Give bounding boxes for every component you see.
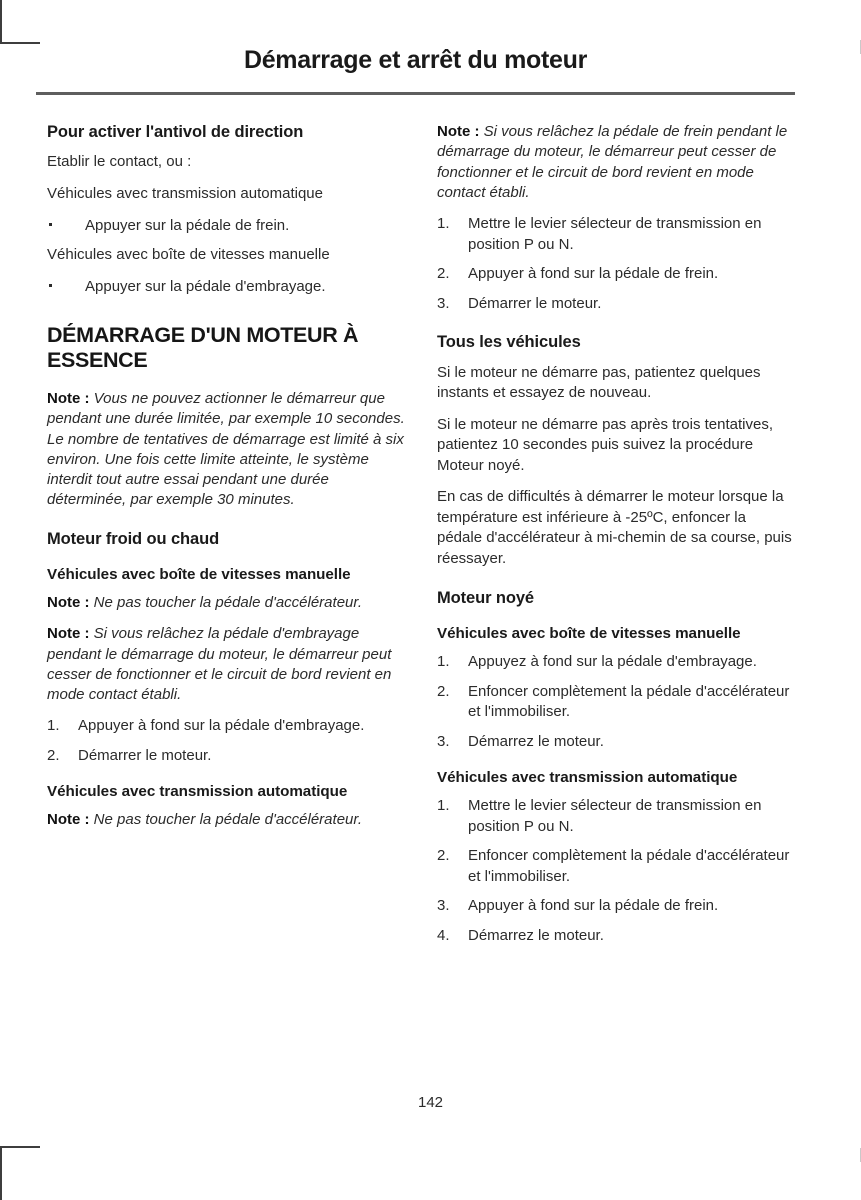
left-column — [47, 122, 405, 955]
list-item-text: Appuyer à fond sur la pédale de frein. — [468, 265, 719, 283]
crop-mark-top-left — [0, 0, 40, 44]
list-item-text: Démarrer le moteur. — [468, 294, 602, 312]
note-text: Si vous relâchez la pédale d'embrayage pendant le démarrage du moteur, le démarreur peut cesser de fonctionner et le circuit de bord revient en mode contact établi. — [47, 625, 392, 704]
crop-mark-bottom-left — [0, 1146, 40, 1200]
list-item-text: Mettre le levier sélecteur de transmission en position P ou N. — [468, 215, 762, 253]
crop-mark-bottom-right — [852, 1148, 861, 1162]
note-text: Vous ne pouvez actionner le démarreur que pendant une durée limitée, par exemple 10 secondes. Le nombre de tentatives de démarrage est limité à six environ. Une fois cette limite atteinte, le système interdit tout autre essai pendant une durée déterminée, par exemple 30 minutes. — [47, 390, 405, 509]
list-item-number: 2. — [47, 746, 60, 764]
list-item-number: 2. — [437, 847, 450, 865]
list-item-number: 1. — [47, 717, 60, 735]
list-item — [437, 896, 795, 917]
heading-moteur-froid-ou-chaud: Moteur froid ou chaud — [47, 529, 220, 548]
list-item — [437, 652, 795, 673]
header-divider — [36, 92, 795, 95]
paragraph-vehicules-manuelle: Véhicules avec boîte de vitesses manuelle — [47, 246, 330, 264]
list-item — [437, 926, 795, 947]
list-item — [437, 732, 795, 753]
heading-moteur-noye: Moteur noyé — [437, 588, 534, 607]
list-item-text: Mettre le levier sélecteur de transmission en position P ou N. — [468, 797, 762, 835]
note-text: Ne pas toucher la pédale d'accélérateur. — [93, 811, 362, 829]
list-item — [437, 846, 795, 887]
note-demarreur-duree — [47, 389, 405, 511]
list-item — [437, 682, 795, 723]
heading-demarrage-moteur-essence: DÉMARRAGE D'UN MOTEUR À ESSENCE — [47, 323, 359, 373]
heading-vehicules-boite-manuelle: Véhicules avec boîte de vitesses manuelle — [47, 566, 351, 584]
crop-mark-top-right — [852, 40, 861, 54]
list-item — [437, 294, 795, 315]
page-title: Démarrage et arrêt du moteur — [243, 46, 588, 74]
ordered-list-noye-manuelle — [437, 652, 795, 752]
note-ne-pas-toucher-accelerateur — [47, 593, 405, 613]
note-text: Si vous relâchez la pédale de frein pendant le démarrage du moteur, le démarreur peut cesser de fonctionner et le circuit de bord revient en mode contact établi. — [437, 123, 788, 201]
list-item-number: 3. — [437, 897, 450, 915]
note-relachez-embrayage — [47, 624, 405, 705]
note-label: Note : — [47, 594, 90, 612]
list-item-number: 1. — [437, 653, 450, 671]
ordered-list-manuelle — [47, 716, 405, 766]
note-label: Note : — [437, 123, 480, 140]
list-item-text: Appuyer à fond sur la pédale de frein. — [468, 897, 719, 915]
note-label: Note : — [47, 811, 90, 829]
heading-activer-antivol: Pour activer l'antivol de direction — [47, 123, 304, 141]
list-item-number: 1. — [437, 797, 450, 815]
heading-vehicules-boite-manuelle: Véhicules avec boîte de vitesses manuelle — [437, 625, 741, 643]
paragraph-moteur-ne-demarre-pas: Si le moteur ne démarre pas, patientez quelques instants et essayez de nouveau. — [437, 363, 761, 402]
bullet-text-pedale-embrayage: Appuyer sur la pédale d'embrayage. — [85, 277, 326, 295]
list-item-text: Enfoncer complètement la pédale d'accélérateur et l'immobiliser. — [468, 847, 790, 885]
list-item-number: 1. — [437, 215, 450, 232]
heading-tous-les-vehicules: Tous les véhicules — [437, 333, 581, 352]
list-item — [437, 796, 795, 837]
list-item — [47, 746, 405, 767]
note-label: Note : — [47, 625, 90, 643]
note-ne-pas-toucher-accelerateur-2 — [47, 810, 405, 830]
ordered-list-auto-top — [437, 214, 795, 314]
list-item — [437, 264, 795, 285]
bullet-icon — [47, 277, 85, 298]
ordered-list-noye-auto — [437, 796, 795, 946]
note-relachez-pedale-frein — [437, 122, 795, 203]
list-item-text: Démarrez le moteur. — [468, 926, 604, 944]
note-text: Ne pas toucher la pédale d'accélérateur. — [93, 594, 362, 612]
paragraph-etablir-contact: Etablir le contact, ou : — [47, 153, 192, 171]
list-item-text: Appuyer à fond sur la pédale d'embrayage. — [78, 717, 365, 735]
list-item — [47, 216, 405, 237]
list-item — [437, 214, 795, 255]
bullet-icon — [47, 216, 85, 237]
heading-vehicules-transmission-automatique: Véhicules avec transmission automatique — [437, 769, 738, 787]
list-item-text: Démarrez le moteur. — [468, 732, 604, 750]
list-item-text: Appuyez à fond sur la pédale d'embrayage. — [468, 653, 757, 671]
right-column — [437, 122, 795, 955]
list-item-number: 4. — [437, 926, 450, 944]
heading-vehicules-transmission-automatique: Véhicules avec transmission automatique — [47, 783, 348, 801]
list-item — [47, 716, 405, 737]
list-item-number: 3. — [437, 294, 450, 312]
bullet-text-pedale-frein: Appuyer sur la pédale de frein. — [85, 216, 290, 234]
list-item-number: 3. — [437, 732, 450, 750]
page-header — [36, 46, 795, 75]
page-number: 142 — [417, 1094, 444, 1111]
paragraph-trois-tentatives: Si le moteur ne démarre pas après trois tentatives, patientez 10 secondes puis suivez la procédure Moteur noyé. — [437, 415, 773, 474]
paragraph-vehicules-automatique: Véhicules avec transmission automatique — [47, 185, 323, 202]
content-columns — [0, 122, 861, 955]
note-label: Note : — [47, 390, 90, 408]
list-item-number: 2. — [437, 682, 450, 700]
list-item-number: 2. — [437, 265, 450, 283]
list-item-text: Enfoncer complètement la pédale d'accélérateur et l'immobiliser. — [468, 682, 790, 721]
paragraph-difficultes-froid: En cas de difficultés à démarrer le moteur lorsque la température est inférieure à -25ºC, enfoncer la pédale d'accélérateur à mi-chemin de sa course, puis réessayer. — [437, 488, 792, 568]
list-item — [47, 277, 405, 298]
list-item-text: Démarrer le moteur. — [78, 746, 212, 764]
